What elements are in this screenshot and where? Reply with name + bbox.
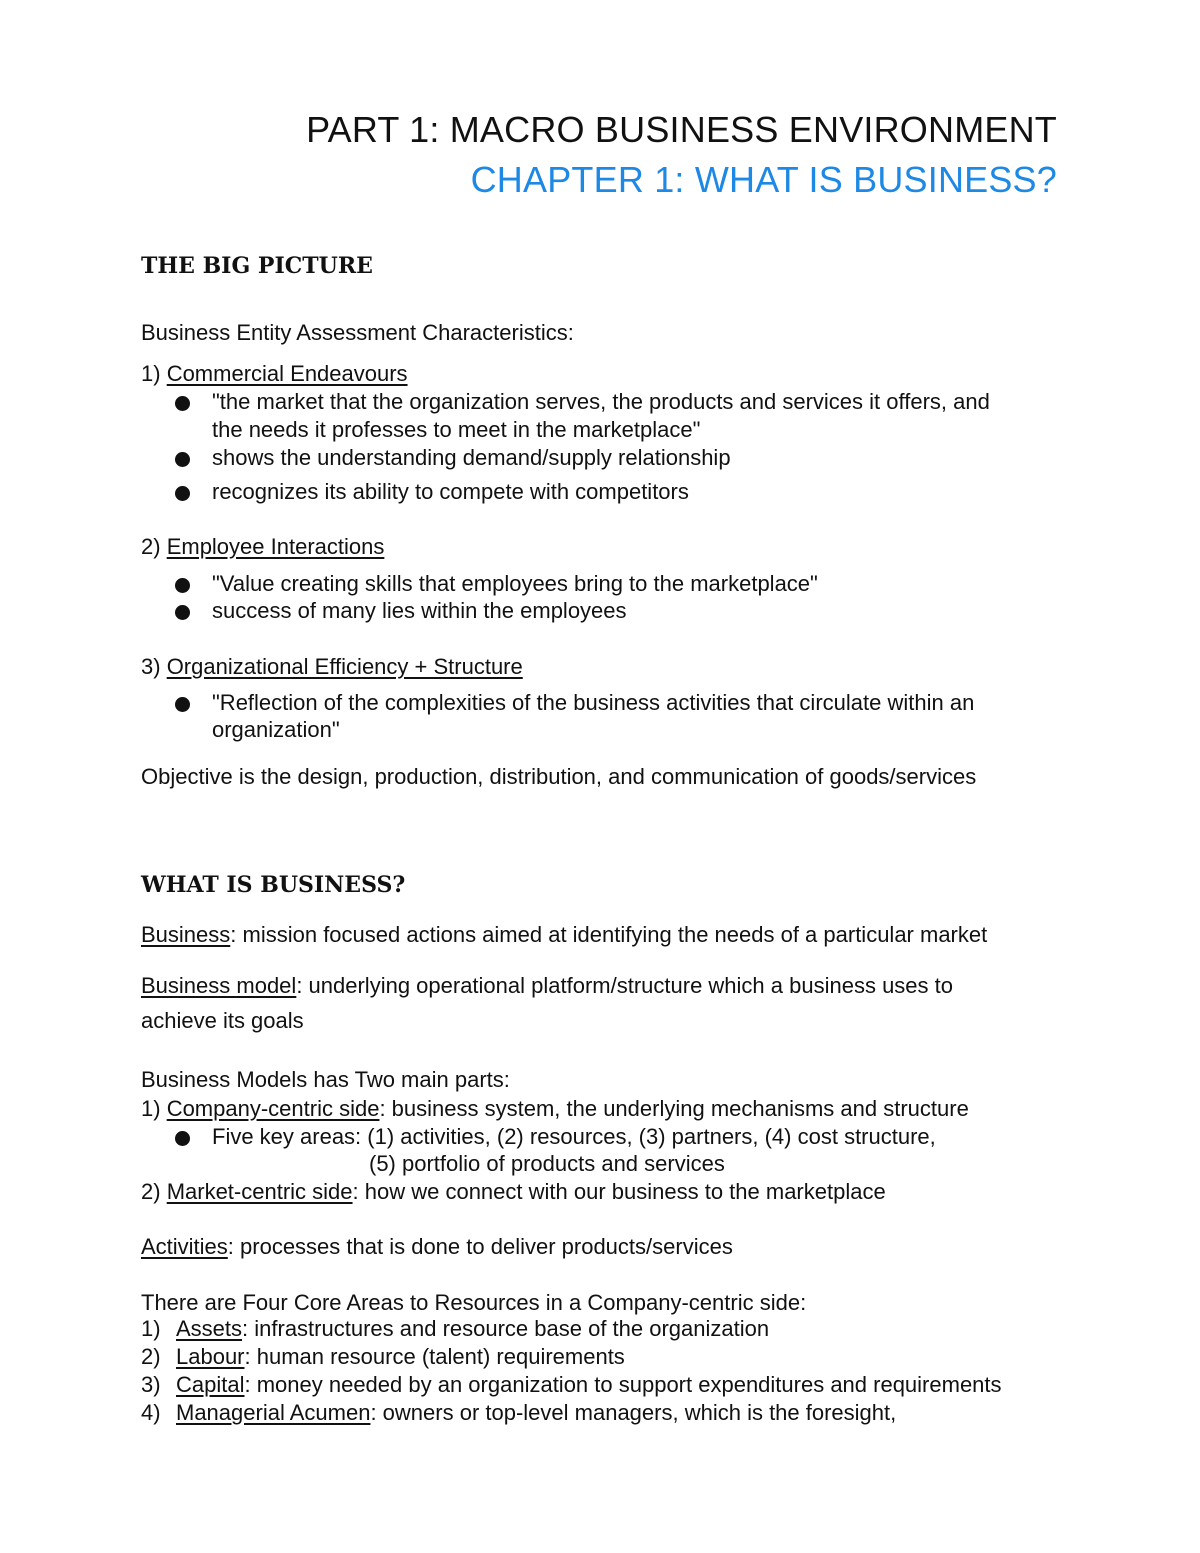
- bullet-text-continued: organization": [212, 717, 340, 742]
- term-activities: Activities: [141, 1234, 228, 1259]
- definition-text: : human resource (talent) requirements: [244, 1344, 625, 1369]
- term-company-centric: Company-centric side: [166, 1096, 380, 1121]
- term-business: Business: [141, 922, 231, 947]
- section-heading-what-is-business: WHAT IS BUSINESS?: [141, 872, 406, 898]
- definition-text: : processes that is done to deliver products/services: [227, 1234, 733, 1259]
- bullet-icon: [175, 697, 190, 712]
- term-labour: Labour: [176, 1344, 245, 1369]
- list-number: 1): [141, 1096, 161, 1121]
- assessment-intro: Business Entity Assessment Characteristics:: [141, 320, 574, 345]
- term-managerial-acumen: Managerial Acumen: [176, 1400, 371, 1425]
- chapter-title: CHAPTER 1: WHAT IS BUSINESS?: [470, 159, 1057, 200]
- list-number: 4): [141, 1400, 161, 1425]
- bullet-text: "Reflection of the complexities of the business activities that circulate within an: [212, 690, 975, 715]
- list-number: 1): [141, 1316, 161, 1341]
- core-item-labour: [141, 1343, 625, 1371]
- core-areas-intro: There are Four Core Areas to Resources in a Company-centric side:: [141, 1290, 807, 1315]
- definition-text-continued: achieve its goals: [141, 1008, 304, 1033]
- bullet-text-continued: (5) portfolio of products and services: [369, 1151, 725, 1176]
- bullet-icon: [175, 452, 190, 467]
- section-heading-big-picture: THE BIG PICTURE: [141, 253, 373, 279]
- bullet-icon: [175, 605, 190, 620]
- list-item-commercial-endeavours: [141, 360, 408, 388]
- bullet-text-continued: the needs it professes to meet in the marketplace": [212, 417, 701, 442]
- definition-business-model: [141, 972, 953, 1000]
- definition-business: [141, 921, 987, 949]
- bullet-text: success of many lies within the employees: [212, 598, 627, 623]
- term-business-model: Business model: [141, 973, 297, 998]
- list-number: 2): [141, 1344, 161, 1369]
- bullet-text: recognizes its ability to compete with competitors: [212, 479, 689, 504]
- bullet-text: Five key areas: (1) activities, (2) resources, (3) partners, (4) cost structure,: [212, 1124, 936, 1149]
- list-number: 2): [141, 1179, 161, 1204]
- bullet-text: "the market that the organization serves, the products and services it offers, and: [212, 389, 990, 414]
- term-capital: Capital: [176, 1372, 245, 1397]
- definition-text: : infrastructures and resource base of the organization: [242, 1316, 770, 1341]
- list-number: 1): [141, 361, 161, 386]
- core-item-managerial-acumen: [141, 1399, 896, 1427]
- list-number: 3): [141, 654, 161, 679]
- list-number: 2): [141, 534, 161, 559]
- definition-text: : underlying operational platform/structure which a business uses to: [296, 973, 953, 998]
- bullet-text: "Value creating skills that employees bring to the marketplace": [212, 571, 818, 596]
- bullet-text: shows the understanding demand/supply relationship: [212, 445, 731, 470]
- objective-text: Objective is the design, production, distribution, and communication of goods/services: [141, 764, 977, 789]
- core-item-capital: [141, 1371, 1002, 1399]
- term-commercial-endeavours: Commercial Endeavours: [166, 361, 408, 386]
- term-organizational-efficiency: Organizational Efficiency + Structure: [166, 654, 523, 679]
- definition-text: : business system, the underlying mechanisms and structure: [379, 1096, 969, 1121]
- bullet-icon: [175, 486, 190, 501]
- list-number: 3): [141, 1372, 161, 1397]
- list-item-company-centric: [141, 1095, 969, 1123]
- term-market-centric: Market-centric side: [166, 1179, 353, 1204]
- definition-activities: [141, 1233, 733, 1261]
- list-item-organizational-efficiency: [141, 653, 523, 681]
- term-assets: Assets: [176, 1316, 243, 1341]
- definition-text: : how we connect with our business to the marketplace: [352, 1179, 886, 1204]
- bullet-icon: [175, 578, 190, 593]
- core-item-assets: [141, 1315, 769, 1343]
- list-item-employee-interactions: [141, 533, 384, 561]
- term-employee-interactions: Employee Interactions: [166, 534, 385, 559]
- bullet-icon: [175, 396, 190, 411]
- definition-text: : owners or top-level managers, which is the foresight,: [370, 1400, 897, 1425]
- bullet-icon: [175, 1131, 190, 1146]
- definition-text: : mission focused actions aimed at identifying the needs of a particular market: [230, 922, 988, 947]
- list-item-market-centric: [141, 1178, 886, 1206]
- part-title: PART 1: MACRO BUSINESS ENVIRONMENT: [306, 109, 1057, 150]
- definition-text: : money needed by an organization to support expenditures and requirements: [244, 1372, 1002, 1397]
- models-intro: Business Models has Two main parts:: [141, 1067, 510, 1092]
